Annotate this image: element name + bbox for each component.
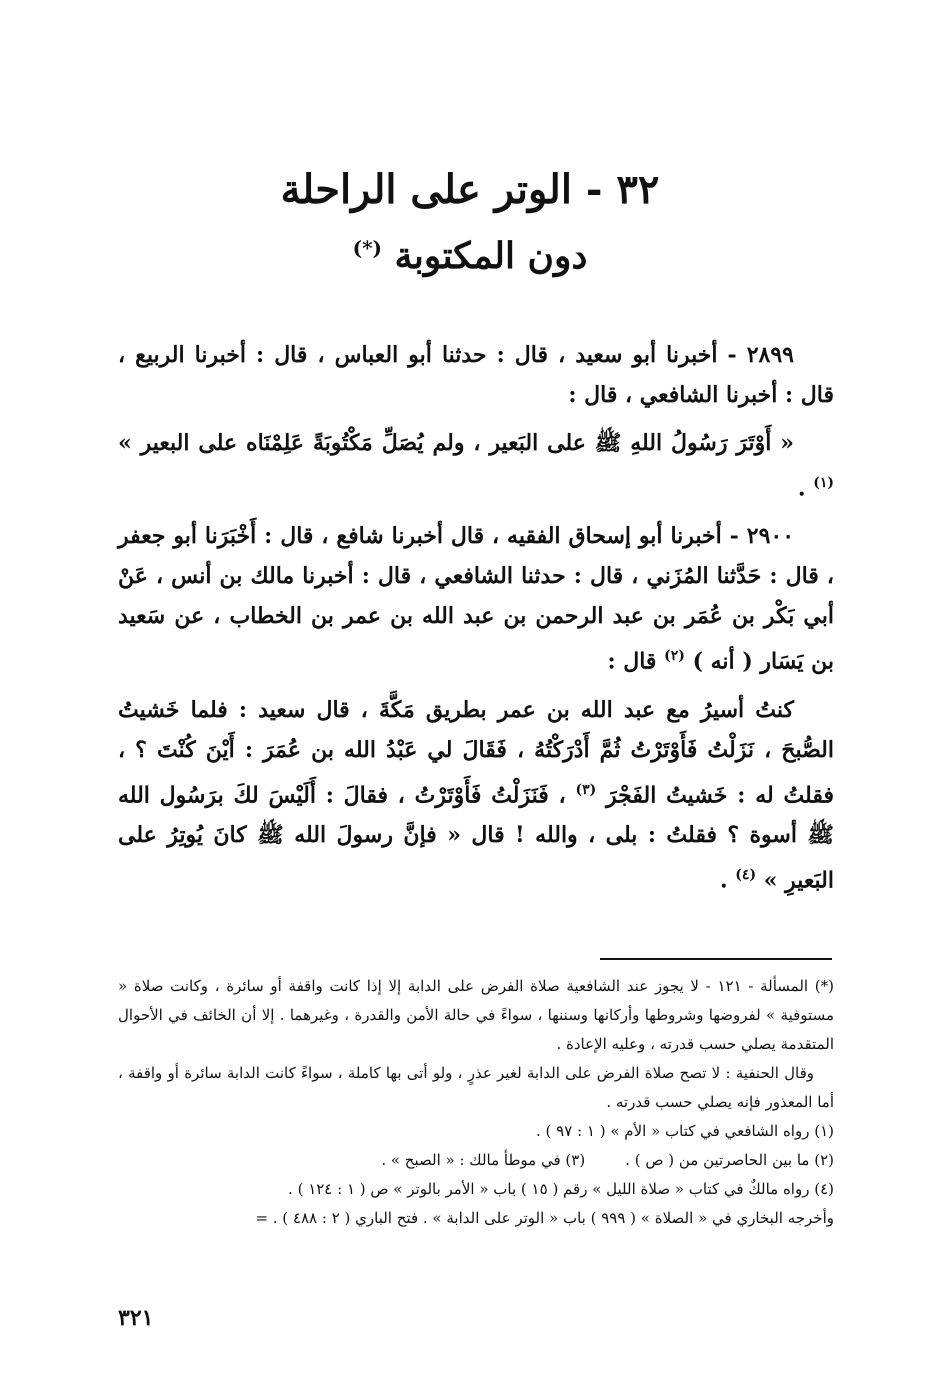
footnote-2: (٢) ما بين الحاصرتين من ( ص ) .	[625, 1151, 834, 1169]
hadith-2900-matn-part1: كنتُ أسيرُ مع عبد الله بن عمر بطريق مَكَّةَ ، قال سعيد : فلما خَشيتُ الصُّبحَ ، نَزَلْتُ فَأَوْتَرْتُ ثُمَّ أَدْرَكْتُهُ ، فَقَالَ لي عَبْدُ الله بن عُمَرَ : أَيْنَ كُنْتَ ؟ ، فقلتُ له : خَشيتُ الفَجْرَ	[118, 696, 834, 808]
chapter-title-line2-text: دون المكتوبة	[394, 235, 588, 277]
hadith-2900-isnad	[118, 516, 834, 681]
footnote-row-2-3	[118, 1146, 834, 1175]
hadith-2899-matn-text: « أَوْتَرَ رَسُولُ اللهِ ﷺ على البَعير ، ولم يُصَلِّ مَكْتُوبَةً عَلِمْنَاه على البعير »	[118, 430, 794, 456]
footnote-star-continued: وقال الحنفية : لا تصح صلاة الفرض على الدابة لغير عذرٍ ، ولو أتى بها كاملة ، سواءً كانت الدابة سائرة أو واقفة ، أما المعذور فإنه يصلي حسب قدرته .	[118, 1064, 834, 1111]
footnote-1: (١) رواه الشافعي في كتاب « الأم » ( ١ : ٩٧ ) .	[536, 1122, 834, 1140]
footnote-separator	[600, 958, 832, 960]
footnote-ref-3: (٣)	[575, 781, 597, 798]
footnote-4: (٤) رواه مالكٌ في كتاب « صلاة الليل » رقم ( ١٥ ) باب « الأمر بالوتر » ص ( ١ : ١٢٤ ) .	[288, 1180, 834, 1198]
hadith-2899-matn	[118, 423, 834, 508]
chapter-title-line2	[200, 220, 740, 284]
hadith-2899-end: .	[797, 475, 806, 502]
chapter-title-footnote-marker: (*)	[352, 236, 382, 260]
footnote-4-continued: وأخرجه البخاري في « الصلاة » ( ٩٩٩ ) باب « الوتر على الدابة » . فتح الباري ( ٢ : ٤٨٨ ) . =	[255, 1209, 834, 1227]
main-text	[118, 335, 834, 908]
footnotes	[118, 972, 834, 1233]
hadith-2900-end: .	[719, 867, 728, 894]
hadith-2899-isnad: ٢٨٩٩ - أخبرنا أبو سعيد ، قال : حدثنا أبو العباس ، قال : أخبرنا الربيع ، قال : أخبرنا الشافعي ، قال :	[118, 342, 834, 408]
chapter-title-line1: ٣٢ - الوتر على الراحلة	[280, 166, 660, 213]
page-number: ٣٢١	[118, 1305, 154, 1331]
footnote-star: (*) المسألة - ١٢١ - لا يجوز عند الشافعية صلاة الفرض على الدابة إلا إذا كانت واقفة أو سائرة ، وكانت صلاة « مستوفية » لفروضها وشروطها وأركانها وسننها ، سواءً في حالة الأمن والقدرة ، وغيرهما . إلا أن الخائف في الأحوال المتقدمة يصلي حسب قدرته ، وعليه الإعادة .	[118, 977, 834, 1053]
footnote-ref-4: (٤)	[735, 866, 757, 883]
footnote-ref-2: (٢)	[664, 648, 685, 665]
hadith-2900-matn-part2: ، فَنَزَلْتُ فَأَوْتَرْتُ ، فقالَ : أَلَيْسَ لكَ برَسُول الله ﷺ أسوة ؟ فقلتُ : بلى ، والله ! قال « فإنَّ رسولَ الله ﷺ كانَ يُوتِرُ على البَعيرِ »	[118, 781, 834, 894]
hadith-2900-matn	[118, 690, 834, 901]
hadith-2900-isnad-end: قال :	[607, 648, 657, 675]
hadith-2900-isnad-text: ٢٩٠٠ - أخبرنا أبو إسحاق الفقيه ، قال أخبرنا شافع ، قال : أَخْبَرَنا أبو جعفر ، قال : حَدَّثنا المُزَني ، قال : حدثنا الشافعي ، قال : أخبرنا مالك بن أنس ، عَنْ أبي بَكْر بن عُمَر بن عبد الرحمن بن عبد الله بن عمر بن الخطاب ، عن سَعيد بن يَسَار ( أنه )	[118, 523, 834, 675]
footnote-3: (٣) في موطأ مالك : « الصبح » .	[381, 1151, 586, 1169]
footnote-ref-1: (١)	[813, 475, 834, 491]
chapter-title	[200, 160, 740, 284]
